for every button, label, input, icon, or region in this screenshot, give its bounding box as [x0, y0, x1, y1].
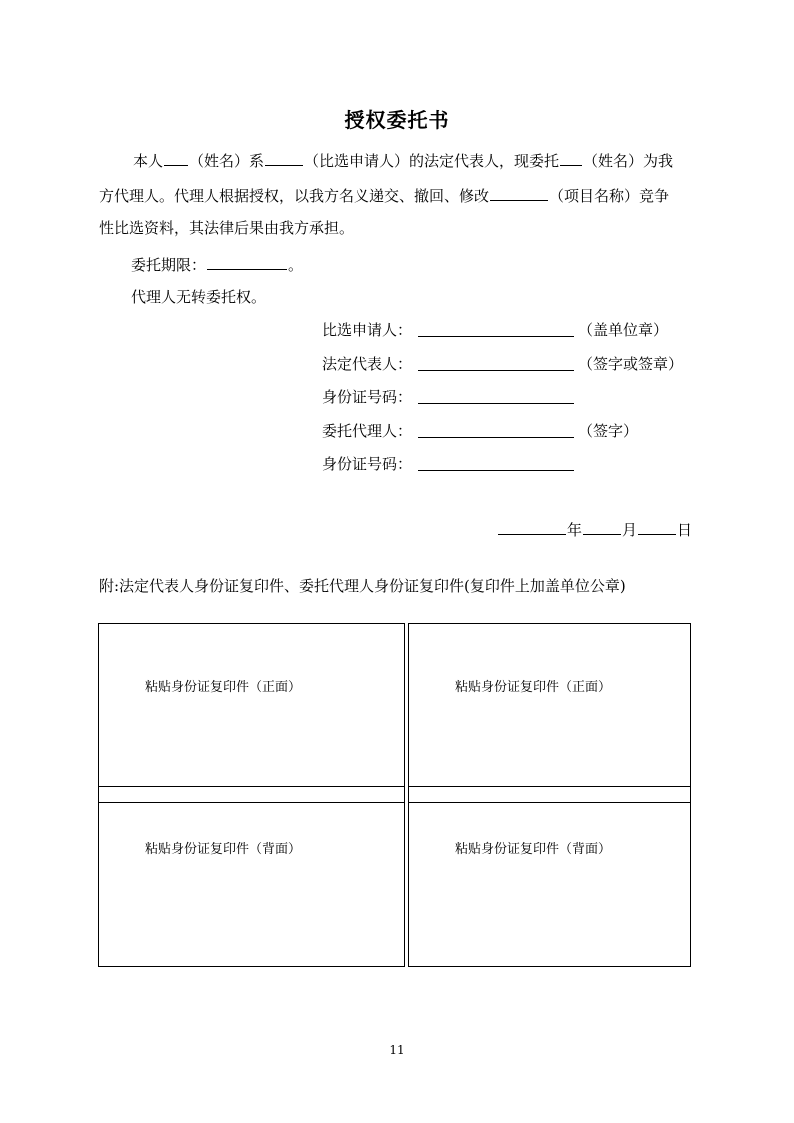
- date-line: [497, 519, 692, 540]
- no-transfer-text: 代理人无转委托权。: [131, 288, 267, 306]
- term-end: 。: [288, 256, 304, 274]
- sig-note-applicant: （盖单位章）: [578, 321, 669, 339]
- para1-line1: [133, 150, 673, 171]
- id-box-agent-front[interactable]: [408, 623, 691, 803]
- sig-line-id2[interactable]: [418, 470, 574, 471]
- name-blank[interactable]: [164, 150, 188, 166]
- sig-label-applicant: 比选申请人：: [322, 321, 413, 339]
- id-box-label: 粘贴身份证复印件（背面）: [455, 842, 612, 857]
- sig-line-applicant[interactable]: [418, 336, 574, 337]
- project-name-blank[interactable]: [490, 185, 548, 201]
- para1-line2: [99, 185, 669, 206]
- para1-line3: 性比选资料，其法律后果由我方承担。: [99, 219, 355, 237]
- month-blank[interactable]: [583, 519, 621, 535]
- day-blank[interactable]: [638, 519, 676, 535]
- sig-label-legal-rep: 法定代表人：: [322, 355, 413, 373]
- term-line: [131, 254, 303, 275]
- para1-text: （姓名）系: [189, 152, 265, 170]
- id-box-label: 粘贴身份证复印件（背面）: [145, 842, 302, 857]
- document-title: 授权委托书: [344, 108, 450, 132]
- term-label: 委托期限：: [131, 256, 207, 274]
- term-blank[interactable]: [207, 254, 287, 270]
- agent-name-blank[interactable]: [560, 150, 582, 166]
- attachment-note: 附:法定代表人身份证复印件、委托代理人身份证复印件(复印件上加盖单位公章): [99, 577, 626, 595]
- para1-text: （项目名称）竞争: [549, 187, 670, 205]
- id-box-label: 粘贴身份证复印件（正面）: [145, 680, 302, 695]
- sig-label-agent: 委托代理人：: [322, 422, 413, 440]
- para1-text: （姓名）为我: [583, 152, 674, 170]
- page-number: 11: [389, 1043, 405, 1057]
- applicant-blank[interactable]: [265, 150, 303, 166]
- id-box-legal-rep-back[interactable]: [98, 786, 405, 967]
- para1-text: （比选申请人）的法定代表人，现委托: [304, 152, 560, 170]
- month-label: 月: [622, 521, 638, 539]
- sig-label-id1: 身份证号码：: [322, 388, 413, 406]
- id-box-label: 粘贴身份证复印件（正面）: [455, 680, 612, 695]
- id-box-legal-rep-front[interactable]: [98, 623, 405, 803]
- sig-line-id1[interactable]: [418, 403, 574, 404]
- para1-text: 本人: [133, 152, 164, 170]
- para1-text: 方代理人。代理人根据授权，以我方名义递交、撤回、修改: [99, 187, 490, 205]
- day-label: 日: [677, 521, 693, 539]
- sig-label-id2: 身份证号码：: [322, 455, 413, 473]
- year-blank[interactable]: [498, 519, 566, 535]
- year-label: 年: [567, 521, 583, 539]
- sig-note-legal-rep: （签字或签章）: [578, 355, 684, 373]
- id-box-agent-back[interactable]: [408, 786, 691, 967]
- sig-line-legal-rep[interactable]: [418, 370, 574, 371]
- sig-line-agent[interactable]: [418, 437, 574, 438]
- sig-note-agent: （签字）: [578, 422, 639, 440]
